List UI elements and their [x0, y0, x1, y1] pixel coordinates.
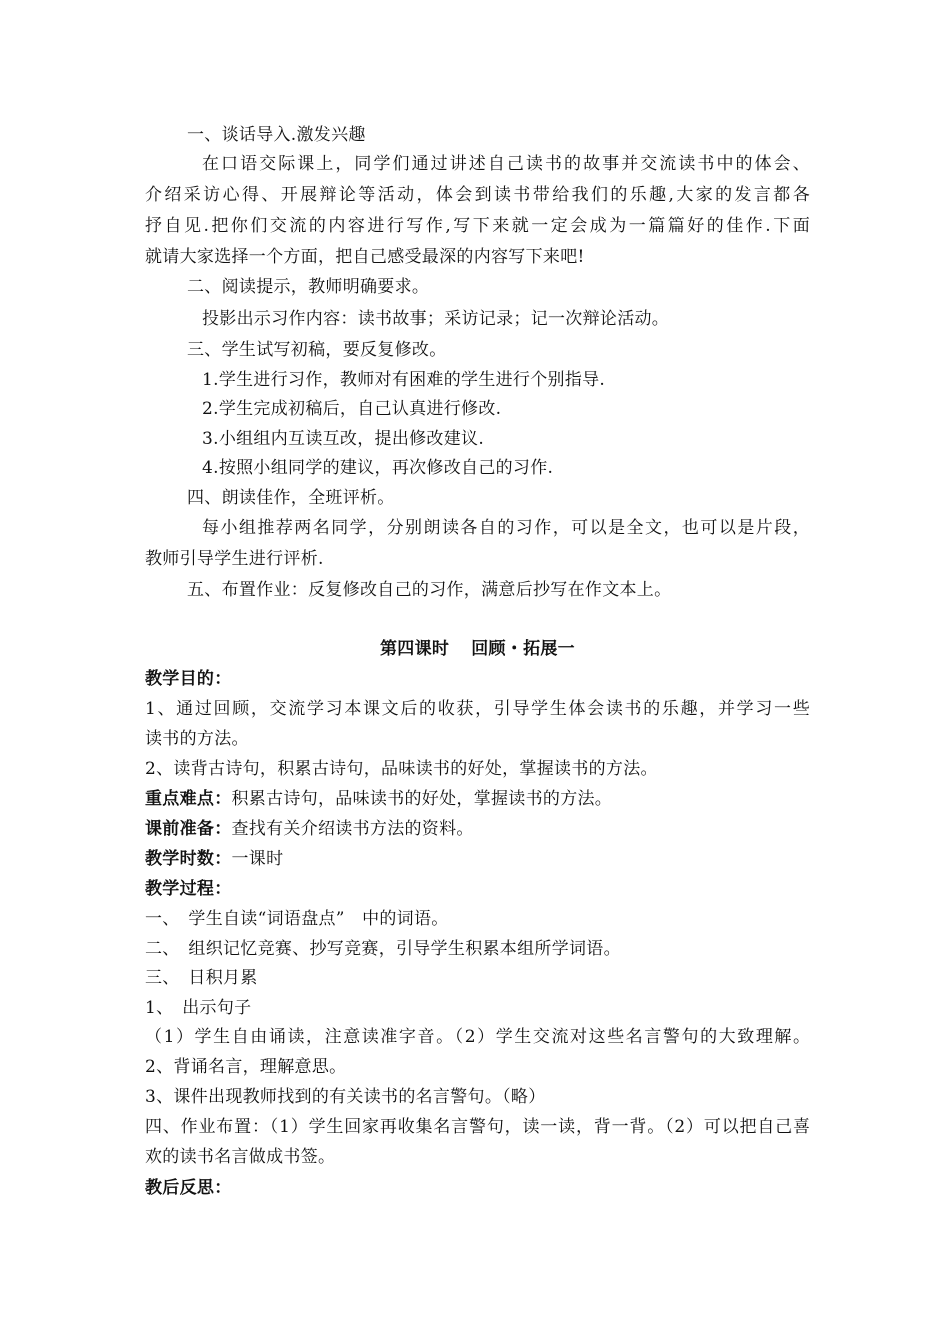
preparation-label: 课前准备：	[145, 819, 232, 839]
step2-text: 投影出示习作内容：读书故事；采访记录；记一次辩论活动。	[202, 309, 670, 329]
step3-item: 3.小组组内互读互改，提出修改建议.	[202, 429, 485, 449]
lesson-title-part2: 回顾・拓展一	[471, 639, 575, 659]
preparation-row	[145, 819, 810, 839]
key-points-label: 重点难点：	[145, 789, 232, 809]
process-line: 四、作业布置：（1）学生回家再收集名言警句，读一读，背一背。（2）可以把自己喜	[145, 1117, 810, 1137]
goal-line: 读书的方法。	[145, 729, 249, 749]
goal-line: 2、读背古诗句，积累古诗句，品味读书的好处，掌握读书的方法。	[145, 759, 658, 779]
teaching-hours-label: 教学时数：	[145, 849, 232, 869]
key-points-row	[145, 789, 810, 809]
key-points-text: 积累古诗句，品味读书的好处，掌握读书的方法。	[231, 789, 613, 809]
process-line: 一、 学生自读“词语盘点” 中的词语。	[145, 909, 449, 929]
goal-label: 教学目的：	[145, 669, 232, 689]
goal-line: 1、通过回顾，交流学习本课文后的收获，引导学生体会读书的乐趣，并学习一些	[145, 699, 810, 719]
lesson-title	[145, 639, 810, 659]
step4-heading: 四、朗读佳作，全班评析。	[187, 488, 395, 508]
step3-heading: 三、学生试写初稿，要反复修改。	[187, 340, 447, 360]
step3-item: 2.学生完成初稿后，自己认真进行修改.	[202, 399, 502, 419]
process-line: 3、课件出现教师找到的有关读书的名言警句。（略）	[145, 1087, 546, 1107]
process-line: 三、 日积月累	[145, 968, 258, 988]
step4-paragraph-line: 每小组推荐两名同学，分别朗读各自的习作，可以是全文，也可以是片段，	[202, 518, 810, 538]
process-line: 欢的读书名言做成书签。	[145, 1147, 336, 1167]
process-line: 二、 组织记忆竞赛、抄写竞赛，引导学生积累本组所学词语。	[145, 939, 621, 959]
intro-paragraph-line: 介绍采访心得、开展辩论等活动，体会到读书带给我们的乐趣,大家的发言都各	[145, 185, 810, 205]
intro-paragraph-line: 在口语交际课上，同学们通过讲述自己读书的故事并交流读书中的体会、	[202, 154, 810, 174]
intro-paragraph-line: 就请大家选择一个方面，把自己感受最深的内容写下来吧!	[145, 247, 585, 267]
intro-paragraph-line: 抒自见.把你们交流的内容进行写作,写下来就一定会成为一篇篇好的佳作.下面	[145, 216, 810, 236]
step3-item: 1.学生进行习作，教师对有困难的学生进行个别指导.	[202, 370, 606, 390]
teaching-hours-row	[145, 849, 810, 869]
intro-heading: 一、谈话导入.激发兴趣	[187, 125, 366, 145]
step3-item: 4.按照小组同学的建议，再次修改自己的习作.	[202, 458, 554, 478]
process-line: （1）学生自由诵读，注意读准字音。（2）学生交流对这些名言警句的大致理解。	[145, 1027, 810, 1047]
teaching-hours-text: 一课时	[231, 849, 284, 869]
process-line: 2、背诵名言，理解意思。	[145, 1057, 347, 1077]
step4-paragraph-line: 教师引导学生进行评析.	[145, 549, 324, 569]
preparation-text: 查找有关介绍读书方法的资料。	[231, 819, 474, 839]
process-label: 教学过程：	[145, 879, 232, 899]
reflection-label: 教后反思：	[145, 1178, 232, 1198]
process-line: 1、 出示句子	[145, 998, 252, 1018]
step2-heading: 二、阅读提示，教师明确要求。	[187, 277, 430, 297]
step5-text: 五、布置作业：反复修改自己的习作，满意后抄写在作文本上。	[187, 580, 672, 600]
lesson-title-part1: 第四课时	[379, 639, 450, 659]
